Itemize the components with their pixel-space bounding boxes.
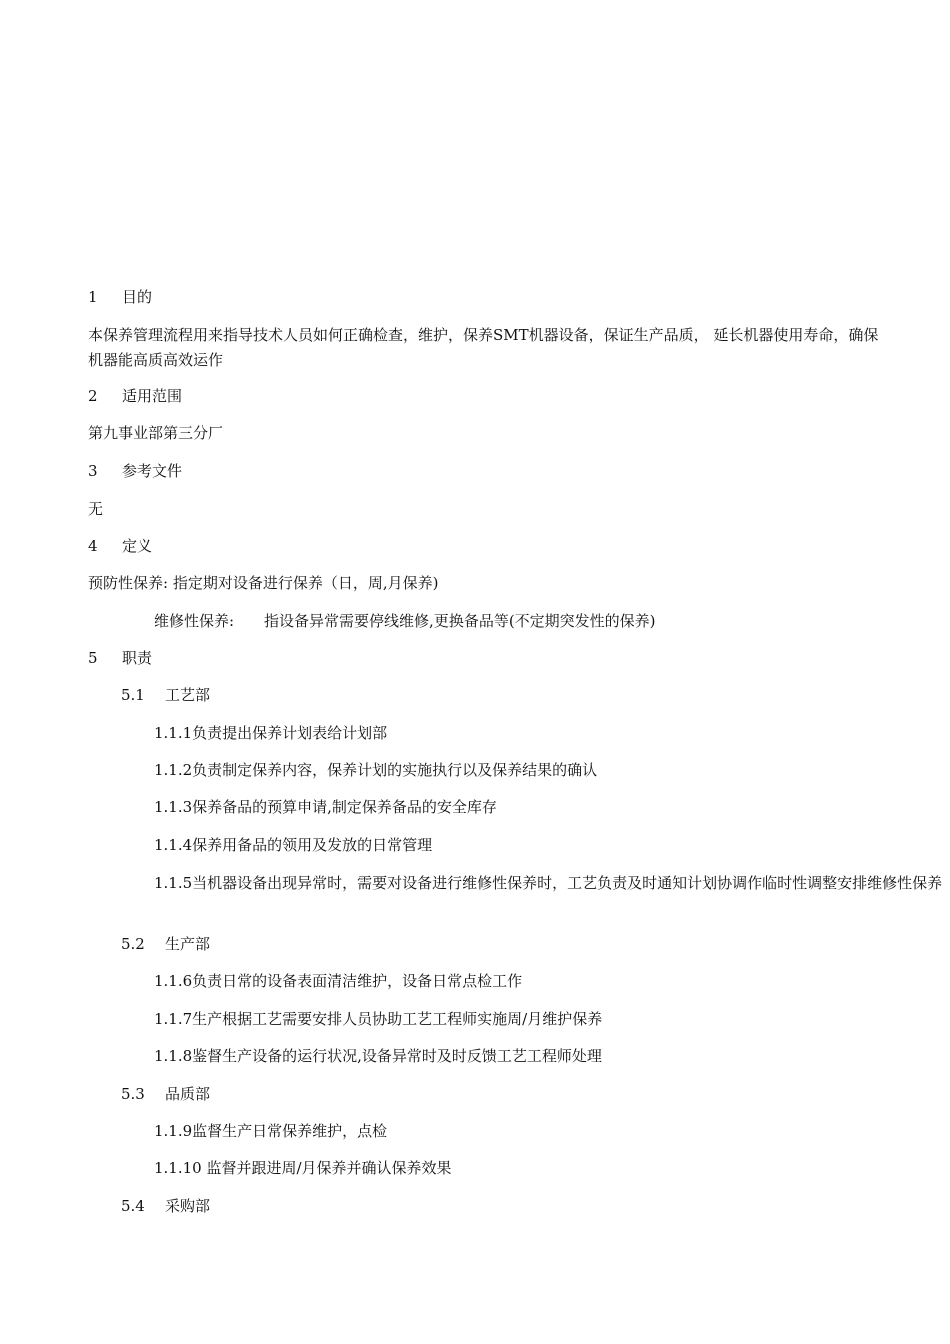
definition-corrective: 维修性保养: 指设备异常需要停线维修,更换备品等(不定期突发性的保养) <box>154 612 656 630</box>
list-item: 1.1.4保养用备品的领用及发放的日常管理 <box>154 836 433 854</box>
subsection-5-2-heading <box>121 933 210 955</box>
list-item: 1.1.5当机器设备出现异常时，需要对设备进行维修性保养时，工艺负责及时通知计划协调作临时性调整安排维修性保养 <box>154 874 943 892</box>
section-title: 定义 <box>122 537 153 555</box>
section-title: 职责 <box>122 649 153 667</box>
list-item: 1.1.10 监督并跟进周/月保养并确认保养效果 <box>154 1159 452 1177</box>
subsection-5-1-heading <box>121 684 210 706</box>
list-item: 1.1.1负责提出保养计划表给计划部 <box>154 724 388 742</box>
section-4-heading <box>88 535 152 557</box>
section-1-body: 本保养管理流程用来指导技术人员如何正确检查，维护，保养SMT机器设备，保证生产品质， 延长机器使用寿命，确保机器能高质高效运作 <box>88 326 879 369</box>
list-item: 1.1.2负责制定保养内容，保养计划的实施执行以及保养结果的确认 <box>154 761 598 779</box>
subsection-title: 生产部 <box>165 935 211 953</box>
list-item: 1.1.7生产根据工艺需要安排人员协助工艺工程师实施周/月维护保养 <box>154 1010 603 1028</box>
section-3-heading <box>88 460 182 482</box>
subsection-number: 5.4 <box>121 1197 145 1215</box>
subsection-number: 5.3 <box>121 1085 145 1103</box>
subsection-title: 品质部 <box>165 1085 211 1103</box>
section-5-heading <box>88 647 152 669</box>
section-2-heading <box>88 385 182 407</box>
subsection-number: 5.1 <box>121 686 145 704</box>
section-number: 4 <box>88 537 98 555</box>
list-item: 1.1.6负责日常的设备表面清洁维护，设备日常点检工作 <box>154 972 523 990</box>
subsection-5-3-heading <box>121 1083 210 1105</box>
section-number: 1 <box>88 288 98 306</box>
list-item: 1.1.9监督生产日常保养维护，点检 <box>154 1122 388 1140</box>
list-item: 1.1.3保养备品的预算申请,制定保养备品的安全库存 <box>154 798 497 816</box>
section-number: 5 <box>88 649 98 667</box>
section-title: 参考文件 <box>122 462 183 480</box>
section-title: 目的 <box>122 288 153 306</box>
section-number: 3 <box>88 462 98 480</box>
list-item: 1.1.8鉴督生产设备的运行状况,设备异常时及时反馈工艺工程师处理 <box>154 1047 602 1065</box>
section-1-heading <box>88 286 152 308</box>
subsection-5-4-heading <box>121 1195 210 1217</box>
section-2-body: 第九事业部第三分厂 <box>88 424 224 442</box>
subsection-title: 采购部 <box>165 1197 211 1215</box>
subsection-number: 5.2 <box>121 935 145 953</box>
section-number: 2 <box>88 387 98 405</box>
section-3-body: 无 <box>88 500 104 518</box>
subsection-title: 工艺部 <box>165 686 211 704</box>
section-title: 适用范围 <box>122 387 183 405</box>
definition-preventive: 预防性保养: 指定期对设备进行保养（日，周,月保养) <box>88 574 439 592</box>
